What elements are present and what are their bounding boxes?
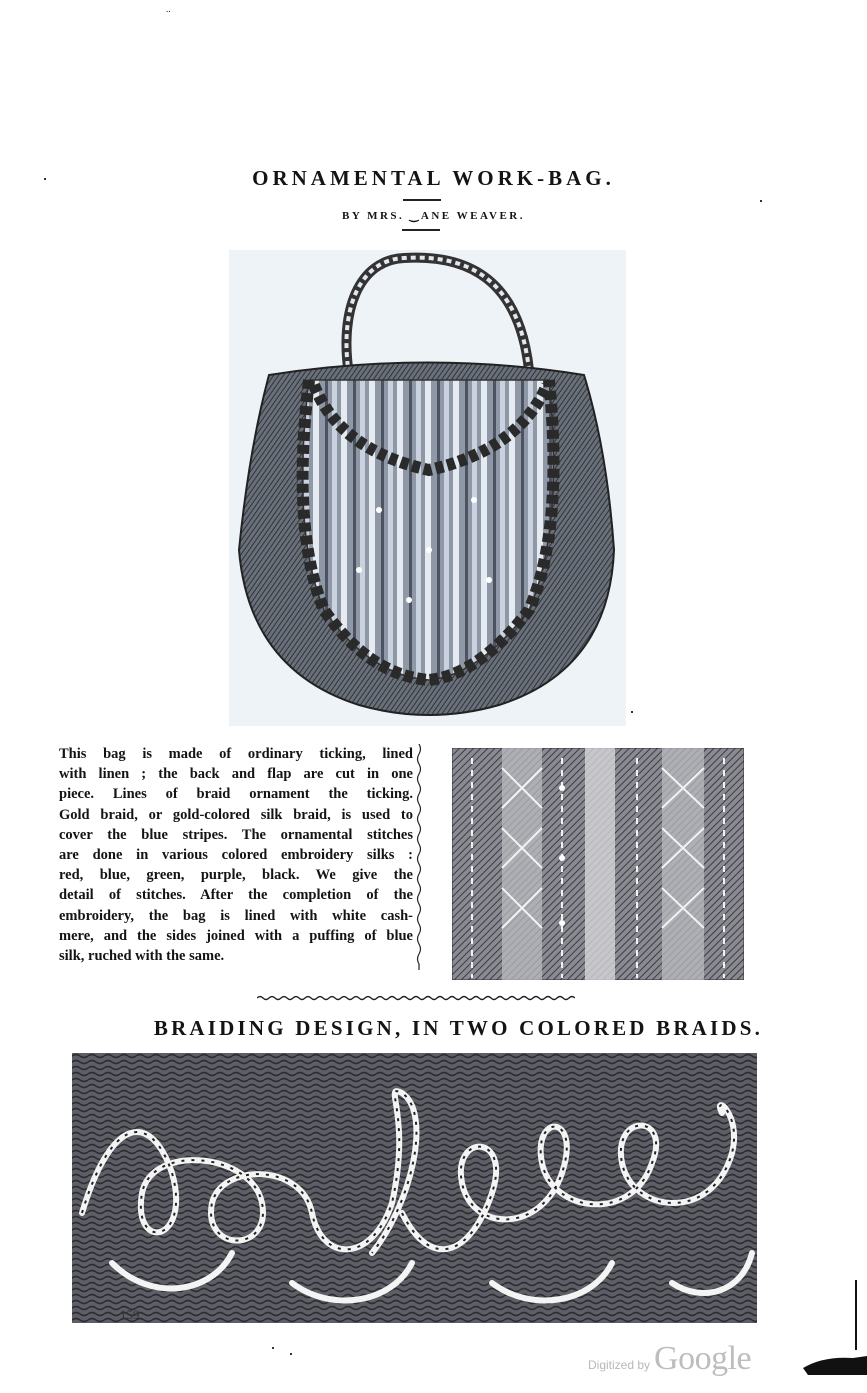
body-line: Gold braid, or gold-colored silk braid, is used to [59, 806, 413, 823]
article-body [59, 744, 413, 966]
scan-speck [760, 200, 762, 202]
byline-rule [402, 229, 440, 231]
body-line: are done in various colored embroidery silks : [59, 847, 413, 864]
body-line: embroidery, the bag is lined with white cash- [59, 907, 413, 924]
body-line: This bag is made of ordinary ticking, lined [59, 746, 413, 762]
article-title: ORNAMENTAL WORK-BAG. [252, 166, 615, 190]
braiding-design-illustration [72, 1053, 757, 1323]
digitized-label: Digitized by [588, 1358, 651, 1372]
body-line: detail of stitches. After the completion of the [59, 887, 413, 904]
page-edge-line [855, 1280, 857, 1350]
body-line: piece. Lines of braid ornament the ticking. [59, 786, 413, 803]
google-logo: Google [654, 1340, 752, 1377]
title-rule [403, 199, 441, 201]
scan-speck [631, 711, 633, 713]
column-divider [415, 744, 423, 970]
section-title: BRAIDING DESIGN, IN TWO COLORED BRAIDS. [153, 1016, 764, 1040]
scan-speck [290, 1353, 292, 1355]
body-line: red, blue, green, purple, black. We give the [59, 867, 413, 884]
scan-speck [272, 1347, 274, 1349]
article-byline: BY MRS. ‿ANE WEAVER. [341, 210, 526, 222]
scan-speck: .. [166, 4, 171, 14]
body-line: cover the blue stripes. The ornamental stitches [59, 826, 413, 843]
stitch-detail-illustration [452, 748, 744, 980]
page-edge-shadow [803, 1350, 867, 1375]
digitized-watermark [588, 1340, 751, 1378]
body-line: with linen ; the back and flap are cut in one [59, 766, 413, 783]
body-line: mere, and the sides joined with a puffing of blue [59, 927, 413, 944]
page-number: 159 [120, 1307, 140, 1322]
section-separator [257, 994, 575, 1002]
workbag-illustration [229, 250, 626, 726]
body-line: silk, ruched with the same. [59, 948, 225, 965]
